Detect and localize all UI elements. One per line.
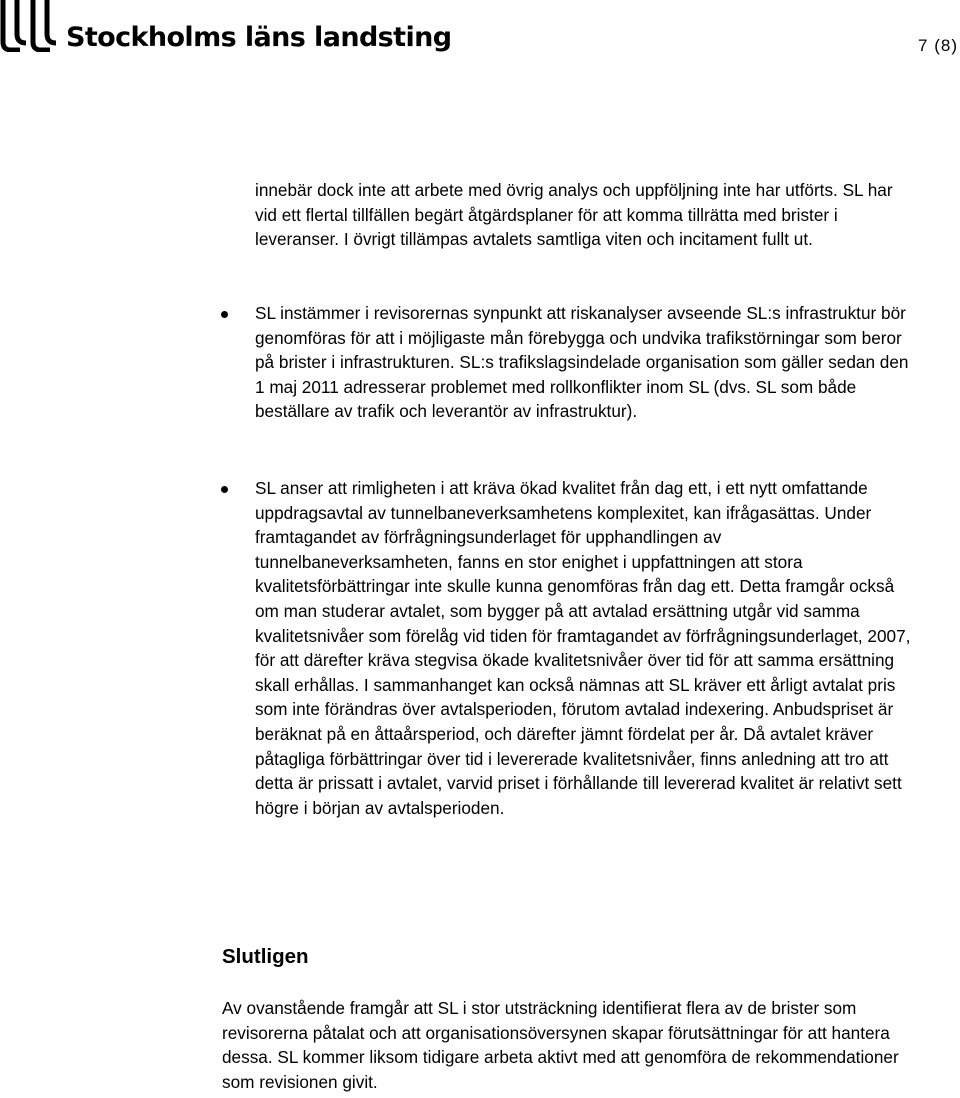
logo-wordmark: Stockholms läns landsting xyxy=(66,22,452,53)
page-header xyxy=(0,0,960,70)
bullet-text: SL instämmer i revisorernas synpunkt att riskanalyser avseende SL:s infrastruktur bör genomföras för att i möjligaste mån förebygga och undvika trafikstörningar som beror på brister i infrastrukturen. SL:s trafikslagsindelade organisation som gäller sedan den 1 maj 2011 adresserar problemet med rollkonflikter inom SL (dvs. SL som både beställare av trafik och leverantör av infrastruktur). xyxy=(255,303,909,422)
bullet-icon xyxy=(221,311,228,318)
bullet-text: SL anser att rimligheten i att kräva ökad kvalitet från dag ett, i ett nytt omfattande uppdragsavtal av tunnelbaneverksamhetens komplexitet, kan ifrågasättas. Under framtagandet av förfrågningsunderlaget för upphandlingen av tunnelbaneverksamheten, fanns en stor enighet i uppfattningen att stora kvalitetsförbättringar inte skulle kunna genomföras från dag ett. Detta framgår också om man studerar avtalet, som bygger på att avtalad ersättning utgår vid samma kvalitetsnivåer som förelåg vid tiden för framtagandet av förfrågningsunderlaget, 2007, för att därefter kräva stegvisa ökade kvalitetsnivåer över tid för att samma ersättning skall erhållas. I sammanhanget kan också nämnas att SL kräver ett årligt avtalat pris som inte förändras över avtalsperioden, förutom avtalad indexering. Anbudspriset är beräknat på en åttaårsperiod, och därefter jämnt fördelat per år. Då avtalet kräver påtagliga förbättringar över tid i levererade kvalitetsnivåer, finns anledning att tro att detta är prissatt i avtalet, varvid priset i förhållande till levererad kvalitet är relativt sett högre i början av avtalsperioden. xyxy=(255,478,911,818)
page-number: 7 (8) xyxy=(918,36,958,55)
bullet-icon xyxy=(221,486,228,493)
continuation-paragraph: innebär dock inte att arbete med övrig analys och uppföljning inte har utförts. SL har vid ett flertal tillfällen begärt åtgärdsplaner för att komma tillrätta med brister i leveranser. I övrigt tillämpas avtalets samtliga viten och incitament fullt ut. xyxy=(255,180,893,250)
final-paragraph: Av ovanstående framgår att SL i stor utsträckning identifierat flera av de brister som revisorerna påtalat och att organisationsöversynen skapar förutsättningar för att hantera dessa. SL kommer liksom tidigare arbeta aktivt med att genomföra de rekommendationer som revisionen givit. xyxy=(222,998,899,1092)
sll-logo-icon xyxy=(0,0,62,52)
section-heading: Slutligen xyxy=(222,945,309,968)
